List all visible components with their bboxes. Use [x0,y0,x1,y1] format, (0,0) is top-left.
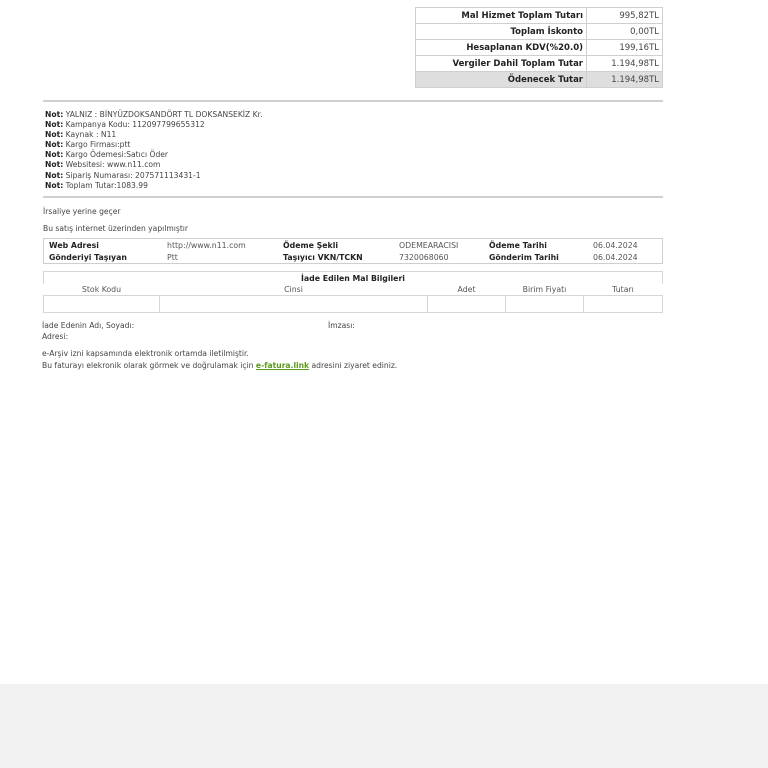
totals-label: Toplam İskonto [416,24,587,40]
note-text: Sipariş Numarası: 207571113431-1 [65,170,201,180]
totals-table [415,7,663,88]
ship-date-value: 06.04.2024 [593,252,638,262]
note-prefix: Not: [45,150,64,160]
totals-value: 1.194,98TL [587,56,663,72]
info-row [44,251,663,264]
totals-value: 199,16TL [587,40,663,56]
info-row [44,239,663,252]
returns-empty-row [44,296,663,313]
note-line [45,120,263,130]
col-stock-code: Stok Kodu [81,285,122,294]
returns-title-row [44,272,663,285]
returns-title: İade Edilen Mal Bilgileri [44,272,663,285]
col-unit-price: Birim Fiyatı [522,285,567,294]
e-arsiv-text: e-Arşiv izni kapsamında elektronik ortamda iletilmiştir. [42,349,249,358]
table-cell [44,296,160,313]
table-cell [428,296,506,313]
table-cell [584,296,663,313]
note-text: Kampanya Kodu: 112097799655312 [65,120,205,130]
totals-value: 0,00TL [587,24,663,40]
col-type: Cinsi [284,285,303,294]
web-label: Web Adresi [49,240,99,250]
note-line [45,140,263,150]
verify-before: Bu faturayı elekronik olarak görmek ve doğrulamak için [42,361,254,370]
note-prefix: Not: [45,110,64,119]
totals-label: Vergiler Dahil Toplam Tutar [416,56,587,72]
note-line [45,130,263,140]
note-prefix: Not: [45,180,64,190]
table-cell [160,296,428,313]
note-prefix: Not: [45,160,64,170]
note-line [45,181,263,191]
col-quantity: Adet [457,285,476,294]
carrier-value: Ptt [167,252,178,262]
totals-row [416,8,663,24]
carrier-label: Gönderiyi Taşıyan [49,252,127,262]
payable-row [416,72,663,88]
carrier-tax-value: 7320068060 [399,252,449,262]
note-line [45,150,263,160]
divider [43,100,663,102]
note-prefix: Not: [45,120,64,130]
totals-label: Hesaplanan KDV(%20.0) [416,40,587,56]
totals-row [416,40,663,56]
payable-label: Ödenecek Tutar [416,72,587,88]
note-prefix: Not: [45,130,64,140]
e-fatura-link[interactable]: e-fatura.link [255,361,310,370]
returner-name-label: İade Edenin Adı, Soyadı: [42,321,135,330]
payable-value: 1.194,98TL [587,72,663,88]
address-label: Adresi: [42,332,69,341]
note-text: Websitesi: www.n11.com [65,160,161,170]
carrier-tax-label: Taşıyıcı VKN/TCKN [283,252,363,262]
totals-label: Mal Hizmet Toplam Tutarı [416,8,587,24]
verify-text [42,361,397,370]
internet-sale-text: Bu satış internet üzerinden yapılmıştır [43,224,189,233]
returned-goods-table [43,271,663,313]
note-line [45,110,263,120]
note-prefix: Not: [45,140,64,150]
totals-row [416,24,663,40]
notes-block [45,110,263,191]
table-cell [506,296,584,313]
col-total: Tutarı [612,285,634,294]
totals-value: 995,82TL [587,8,663,24]
ship-date-label: Gönderim Tarihi [489,252,559,262]
note-prefix: Not: [45,170,64,180]
payment-label: Ödeme Şekli [283,240,339,250]
payment-value: ODEMEARACISI [399,240,459,250]
totals-row [416,56,663,72]
signature-label: İmzası: [328,321,355,330]
web-value: http://www.n11.com [167,240,246,250]
note-line [45,171,263,181]
irsaliye-text: İrsaliye yerine geçer [43,207,121,216]
verify-after: adresini ziyaret ediniz. [311,361,398,370]
divider [43,196,663,198]
returns-header-row [44,284,663,296]
payment-date-label: Ödeme Tarihi [489,240,547,250]
note-text: Kargo Ödemesi:Satıcı Öder [65,150,169,160]
note-text: YALNIZ : BİNYÜZDOKSANDÖRT TL DOKSANSEKİZ Kr. [65,110,263,119]
payment-date-value: 06.04.2024 [593,240,638,250]
note-line [45,160,263,170]
note-text: Toplam Tutar:1083.99 [65,180,148,190]
note-text: Kargo Firması:ptt [65,140,131,150]
viewer-bottom-band [0,684,768,768]
shipping-info-table [43,238,663,264]
note-text: Kaynak : N11 [65,130,117,140]
